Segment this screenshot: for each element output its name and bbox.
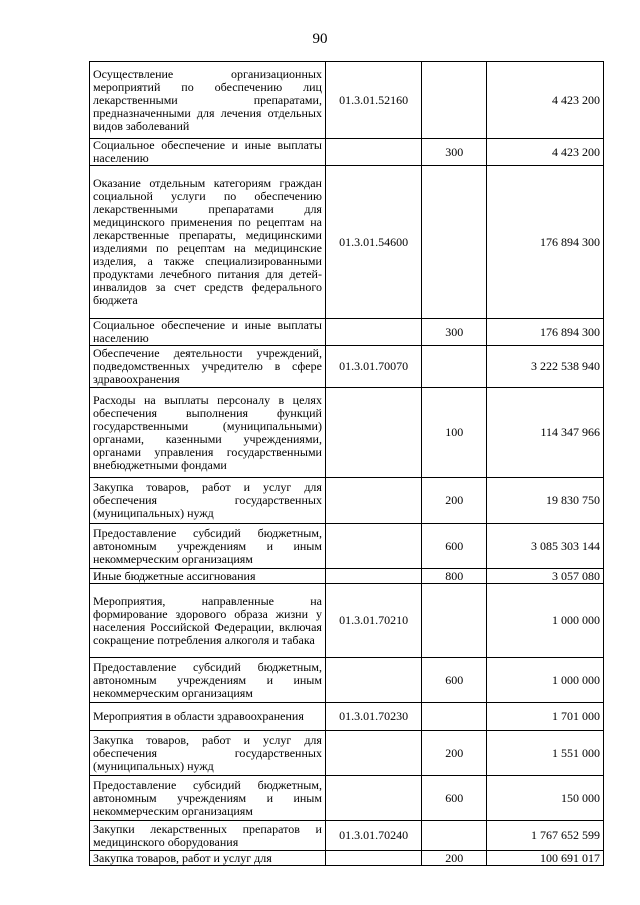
row-amount: 4 423 200 <box>487 139 604 166</box>
row-name: Осуществление организационных мероприятий по обеспечению лиц лекарственными препаратами, предназначенными для лечения отдельных видов заболеваний <box>90 62 326 139</box>
table-row <box>90 62 604 139</box>
row-code: 01.3.01.52160 <box>325 62 421 139</box>
row-type <box>422 62 487 139</box>
row-amount: 3 057 080 <box>487 569 604 584</box>
table-row <box>90 584 604 658</box>
row-amount: 19 830 750 <box>487 478 604 524</box>
row-type: 600 <box>422 776 487 821</box>
row-code <box>325 524 421 569</box>
row-amount: 176 894 300 <box>487 166 604 319</box>
row-type: 200 <box>422 731 487 776</box>
row-name: Оказание отдельным категориям граждан социальной услуги по обеспечению лекарственными препаратами для медицинского применения по рецептам на лекарственные препараты, медицинскими изделиями по рецептам на медицинские изделия, а также специализированными продуктами лечебного питания для детей-инвалидов за счет средств федерального бюджета <box>90 166 326 319</box>
row-code <box>325 139 421 166</box>
row-code <box>325 388 421 478</box>
row-code <box>325 851 421 866</box>
row-amount: 176 894 300 <box>487 319 604 346</box>
row-name: Расходы на выплаты персоналу в целях обеспечения выполнения функций государственными (муниципальными) органами, казенными учреждениями, органами управления государственными внебюджетными фондами <box>90 388 326 478</box>
table-row <box>90 319 604 346</box>
row-amount: 1 701 000 <box>487 703 604 731</box>
row-code: 01.3.01.70070 <box>325 346 421 388</box>
row-amount: 1 551 000 <box>487 731 604 776</box>
row-type: 300 <box>422 139 487 166</box>
row-amount: 1 000 000 <box>487 584 604 658</box>
row-name: Закупка товаров, работ и услуг для обеспечения государственных (муниципальных) нужд <box>90 478 326 524</box>
row-amount: 3 085 303 144 <box>487 524 604 569</box>
table-row <box>90 776 604 821</box>
row-type: 800 <box>422 569 487 584</box>
row-name: Мероприятия в области здравоохранения <box>90 703 326 731</box>
row-type: 100 <box>422 388 487 478</box>
row-code <box>325 658 421 703</box>
row-type: 600 <box>422 658 487 703</box>
table-row <box>90 569 604 584</box>
row-code <box>325 776 421 821</box>
row-amount: 1 000 000 <box>487 658 604 703</box>
row-amount: 100 691 017 <box>487 851 604 866</box>
row-type: 200 <box>422 478 487 524</box>
row-type <box>422 821 487 851</box>
row-name: Социальное обеспечение и иные выплаты населению <box>90 139 326 166</box>
table-row <box>90 388 604 478</box>
row-name: Иные бюджетные ассигнования <box>90 569 326 584</box>
row-name: Мероприятия, направленные на формирование здорового образа жизни у населения Российской Федерации, включая сокращение потребления алкоголя и табака <box>90 584 326 658</box>
table-row <box>90 851 604 866</box>
row-code <box>325 319 421 346</box>
row-type <box>422 346 487 388</box>
row-amount: 3 222 538 940 <box>487 346 604 388</box>
row-type <box>422 703 487 731</box>
row-amount: 4 423 200 <box>487 62 604 139</box>
row-amount: 150 000 <box>487 776 604 821</box>
row-name: Закупка товаров, работ и услуг для обеспечения государственных (муниципальных) нужд <box>90 731 326 776</box>
row-name: Предоставление субсидий бюджетным, автономным учреждениям и иным некоммерческим организациям <box>90 658 326 703</box>
row-type: 300 <box>422 319 487 346</box>
row-code <box>325 478 421 524</box>
row-name: Предоставление субсидий бюджетным, автономным учреждениям и иным некоммерческим организациям <box>90 524 326 569</box>
budget-table <box>89 61 604 866</box>
row-code: 01.3.01.70230 <box>325 703 421 731</box>
row-code: 01.3.01.54600 <box>325 166 421 319</box>
table-row <box>90 821 604 851</box>
row-type <box>422 584 487 658</box>
table-row <box>90 166 604 319</box>
table-row <box>90 524 604 569</box>
row-amount: 114 347 966 <box>487 388 604 478</box>
table-row <box>90 703 604 731</box>
row-name: Обеспечение деятельности учреждений, подведомственных учредителю в сфере здравоохранения <box>90 346 326 388</box>
row-amount: 1 767 652 599 <box>487 821 604 851</box>
row-type: 200 <box>422 851 487 866</box>
table-row <box>90 346 604 388</box>
row-code <box>325 569 421 584</box>
row-code <box>325 731 421 776</box>
row-type <box>422 166 487 319</box>
row-code: 01.3.01.70240 <box>325 821 421 851</box>
page-number: 90 <box>312 31 328 47</box>
row-name: Закупки лекарственных препаратов и медицинского оборудования <box>90 821 326 851</box>
row-type: 600 <box>422 524 487 569</box>
row-name: Предоставление субсидий бюджетным, автономным учреждениям и иным некоммерческим организациям <box>90 776 326 821</box>
table-row <box>90 139 604 166</box>
table-row <box>90 731 604 776</box>
table-row <box>90 658 604 703</box>
table-row <box>90 478 604 524</box>
row-name: Социальное обеспечение и иные выплаты населению <box>90 319 326 346</box>
row-code: 01.3.01.70210 <box>325 584 421 658</box>
row-name: Закупка товаров, работ и услуг для <box>90 851 326 866</box>
